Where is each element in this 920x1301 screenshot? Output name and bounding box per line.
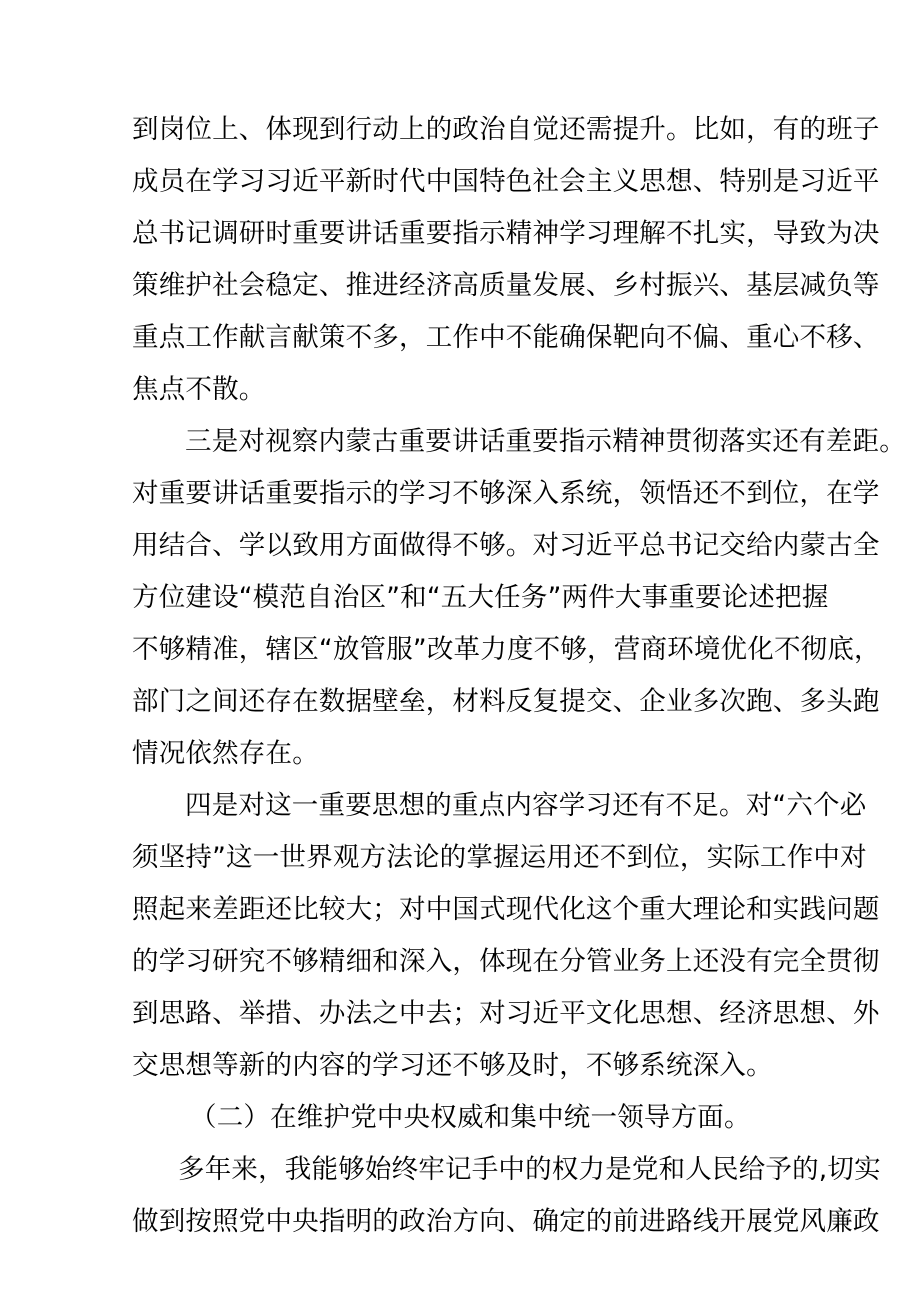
- paragraph-start-line: 三是对视察内蒙古重要讲话重要指示精神贯彻落实还有差距。: [185, 426, 906, 457]
- text-line: 对重要讲话重要指示的学习不够深入系统，领悟还不到位，在学: [132, 478, 880, 509]
- paragraph-start-line: 多年来，我能够始终牢记手中的权力是党和人民给予的,切实: [178, 1154, 881, 1185]
- text-line: 到思路、举措、办法之中去；对习近平文化思想、经济思想、外: [132, 998, 880, 1029]
- text-line: 到岗位上、体现到行动上的政治自觉还需提升。比如，有的班子: [132, 114, 880, 145]
- text-line: 策维护社会稳定、推进经济高质量发展、乡村振兴、基层减负等: [132, 270, 880, 301]
- text-line: 方位建设“模范自治区”和“五大任务”两件大事重要论述把握: [132, 582, 829, 613]
- text-line: 做到按照党中央指明的政治方向、确定的前进路线开展党风廉政: [132, 1206, 880, 1237]
- text-line: 情况依然存在。: [132, 738, 319, 769]
- text-line: 交思想等新的内容的学习还不够及时，不够系统深入。: [132, 1050, 773, 1081]
- text-line: 成员在学习习近平新时代中国特色社会主义思想、特别是习近平: [132, 166, 880, 197]
- text-line: 的学习研究不够精细和深入，体现在分管业务上还没有完全贯彻: [132, 946, 880, 977]
- text-line: 总书记调研时重要讲话重要指示精神学习理解不扎实，导致为决: [132, 218, 880, 249]
- text-line: 不够精准，辖区“放管服”改革力度不够，营商环境优化不彻底，: [132, 634, 881, 665]
- text-line: 重点工作献言献策不多，工作中不能确保靶向不偏、重心不移、: [132, 322, 880, 353]
- paragraph-start-line: 四是对这一重要思想的重点内容学习还有不足。对“六个必: [185, 790, 867, 821]
- text-line: 焦点不散。: [132, 374, 266, 405]
- text-line: 照起来差距还比较大；对中国式现代化这个重大理论和实践问题: [132, 894, 880, 925]
- section-heading: （二）在维护党中央权威和集中统一领导方面。: [190, 1102, 751, 1133]
- text-line: 须坚持”这一世界观方法论的掌握运用还不到位，实际工作中对: [132, 842, 867, 873]
- text-line: 部门之间还存在数据壁垒，材料反复提交、企业多次跑、多头跑: [132, 686, 880, 717]
- text-line: 用结合、学以致用方面做得不够。对习近平总书记交给内蒙古全: [132, 530, 880, 561]
